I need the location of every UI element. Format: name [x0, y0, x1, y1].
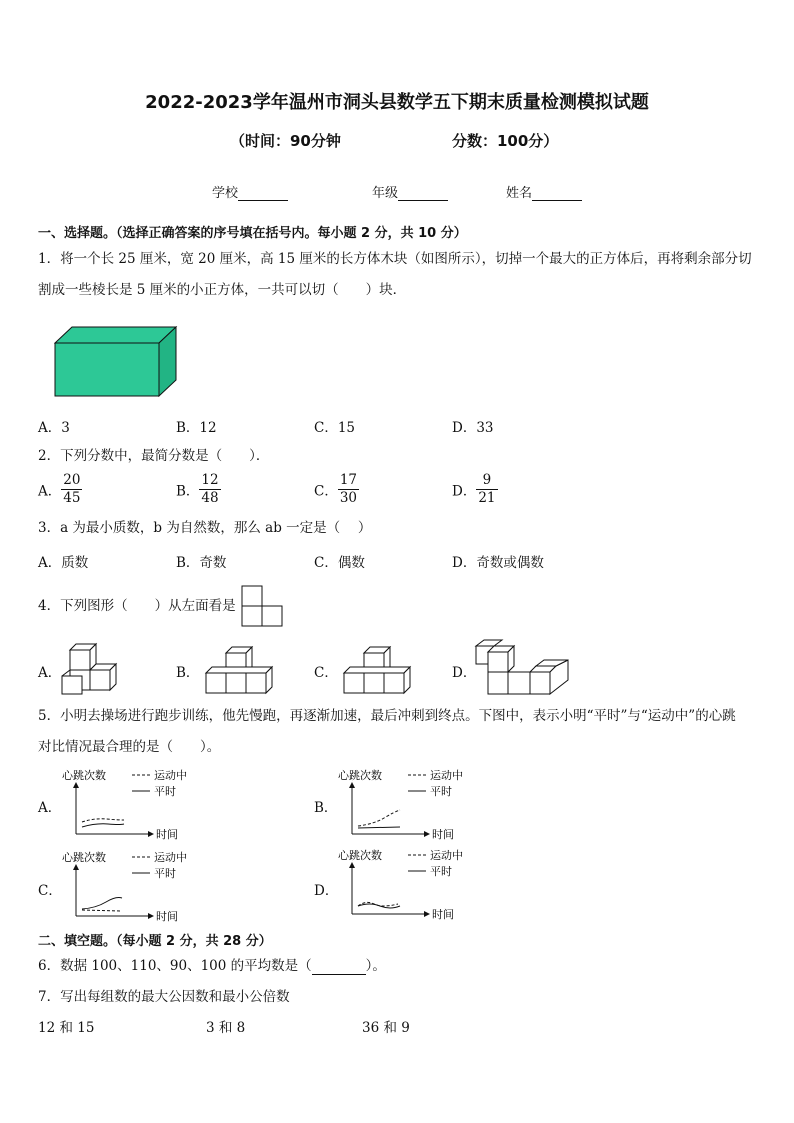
y-axis-arrow	[349, 862, 355, 868]
section1-heading: 一、选择题。（选择正确答案的序号填在括号内。每小题 2 分，共 10 分）	[38, 226, 467, 241]
view-square	[262, 606, 282, 626]
y-axis-arrow	[349, 782, 355, 788]
q2-option-d[interactable]	[452, 472, 498, 507]
line-exercise	[358, 810, 400, 826]
q3-option-c[interactable]: C．偶数	[314, 555, 365, 571]
q5-option-d[interactable]: D．	[314, 883, 339, 899]
line-exercise	[82, 910, 120, 911]
q4-left-view-figure	[241, 585, 285, 629]
legend-dashed-label: 运动中	[154, 851, 187, 864]
school-field[interactable]	[212, 182, 288, 201]
chart-ylabel: 心跳次数	[338, 769, 382, 782]
q1-line1: 1．将一个长 25 厘米，宽 20 厘米，高 15 厘米的长方体木块（如图所示），切掉一个最大的正方体后，再将剩余部分切	[38, 251, 752, 267]
q4-option-d[interactable]: D．	[452, 665, 477, 681]
q3-option-d[interactable]: D．奇数或偶数	[452, 555, 544, 571]
q7-item-2: 3 和 8	[206, 1020, 246, 1036]
q7-item-1: 12 和 15	[38, 1020, 95, 1036]
legend-dashed-label: 运动中	[154, 769, 187, 782]
name-field[interactable]	[506, 182, 582, 201]
q1-cuboid-figure	[54, 326, 178, 398]
q5-chart-b	[336, 766, 476, 842]
chart-ylabel: 心跳次数	[62, 769, 106, 782]
q4-option-a-cubes	[60, 640, 122, 696]
school-label: 学校	[212, 186, 239, 201]
legend-solid-label: 平时	[154, 867, 176, 880]
view-square	[242, 586, 262, 606]
q2-option-d-fraction	[476, 472, 497, 507]
fraction-denominator: 30	[339, 490, 358, 506]
fraction-denominator: 48	[201, 490, 219, 506]
chart-ylabel: 心跳次数	[338, 849, 382, 862]
q5-chart-d	[336, 846, 476, 922]
section2-heading: 二、填空题。（每小题 2 分，共 28 分）	[38, 934, 272, 949]
q6-answer-blank[interactable]	[312, 962, 366, 975]
q2-option-b-fraction	[199, 472, 220, 507]
q4-option-a[interactable]: A．	[38, 665, 62, 681]
name-blank[interactable]	[532, 188, 582, 201]
legend-solid-label: 平时	[430, 785, 452, 798]
chart-xlabel: 时间	[432, 908, 454, 921]
q5-chart-a	[60, 766, 200, 842]
q2-option-c[interactable]	[314, 472, 359, 507]
q2-option-b[interactable]	[176, 472, 221, 507]
cuboid-top-face	[55, 327, 176, 343]
grade-field[interactable]	[372, 182, 448, 201]
q2-option-c-label: C．	[314, 483, 338, 500]
exam-time: （时间：90分钟	[230, 132, 341, 150]
q1-line2: 割成一些棱长是 5 厘米的小正方体，一共可以切（ ）块．	[38, 282, 407, 298]
chart-ylabel: 心跳次数	[62, 851, 106, 864]
x-axis-arrow	[148, 913, 154, 919]
q4-option-b[interactable]: B．	[176, 665, 200, 681]
q3-option-a[interactable]: A．质数	[38, 555, 89, 571]
q4-option-c[interactable]: C．	[314, 665, 338, 681]
q2-option-c-fraction	[338, 472, 359, 507]
legend-solid-label: 平时	[154, 785, 176, 798]
fraction-numerator: 20	[63, 472, 81, 488]
q3-option-b[interactable]: B．奇数	[176, 555, 227, 571]
y-axis-arrow	[73, 864, 79, 870]
legend-dashed-label: 运动中	[430, 769, 463, 782]
grade-label: 年级	[372, 186, 399, 201]
legend-solid-label: 平时	[430, 865, 452, 878]
q4-option-d-cubes	[474, 638, 570, 696]
q4-option-c-cubes	[342, 646, 412, 696]
q6-stem: 6．数据 100、110、90、100 的平均数是（	[38, 958, 312, 974]
line-normal	[358, 827, 400, 828]
q7-stem: 7．写出每组数的最大公因数和最小公倍数	[38, 989, 290, 1005]
q5-option-b[interactable]: B．	[314, 800, 338, 816]
chart-xlabel: 时间	[156, 828, 178, 841]
q3-stem: 3．a 为最小质数，b 为自然数，那么 ab 一定是（ ）	[38, 520, 372, 536]
legend-dashed-label: 运动中	[430, 849, 463, 862]
q5-option-c[interactable]: C．	[38, 883, 62, 899]
q5-line2: 对比情况最合理的是（ ）。	[38, 739, 221, 755]
x-axis-arrow	[424, 831, 430, 837]
page-title: 2022-2023学年温州市洞头县数学五下期末质量检测模拟试题	[145, 92, 649, 113]
fraction-numerator: 12	[201, 472, 219, 488]
q1-option-c[interactable]: C．15	[314, 420, 356, 436]
fraction-denominator: 21	[478, 490, 496, 506]
line-normal	[82, 824, 124, 827]
q6	[38, 957, 386, 975]
x-axis-arrow	[424, 911, 430, 917]
q4-stem: 4．下列图形（ ）从左面看是	[38, 598, 236, 614]
q5-line1: 5．小明去操场进行跑步训练，他先慢跑，再逐渐加速，最后冲刺到终点。下图中，表示小明“平时”与“运动中”的心跳	[38, 708, 736, 724]
x-axis-arrow	[148, 831, 154, 837]
q1-option-d[interactable]: D．33	[452, 420, 494, 436]
q2-option-a-label: A．	[38, 483, 62, 500]
cuboid-front-face	[55, 343, 159, 396]
q2-option-a[interactable]	[38, 472, 82, 507]
q2-option-a-fraction	[61, 472, 82, 507]
y-axis-arrow	[73, 782, 79, 788]
q2-option-b-label: B．	[176, 483, 200, 500]
q4-option-b-cubes	[204, 646, 274, 696]
fraction-numerator: 9	[476, 472, 497, 490]
line-exercise	[82, 819, 124, 822]
q5-chart-c	[60, 848, 200, 924]
fraction-denominator: 45	[63, 490, 81, 506]
q2-option-d-label: D．	[452, 483, 477, 500]
q5-option-a[interactable]: A．	[38, 800, 62, 816]
fraction-numerator: 17	[339, 472, 358, 488]
q7-item-3: 36 和 9	[362, 1020, 410, 1036]
name-label: 姓名	[506, 186, 533, 201]
grade-blank[interactable]	[398, 188, 448, 201]
exam-score: 分数：100分）	[452, 132, 559, 150]
line-normal	[82, 898, 122, 910]
q6-end: ）。	[365, 958, 386, 974]
q2-stem: 2．下列分数中，最简分数是（ ）．	[38, 448, 270, 464]
q1-option-b[interactable]: B．12	[176, 420, 217, 436]
chart-xlabel: 时间	[156, 910, 178, 923]
view-square	[242, 606, 262, 626]
chart-xlabel: 时间	[432, 828, 454, 841]
school-blank[interactable]	[238, 188, 288, 201]
q1-option-a[interactable]: A．3	[38, 420, 70, 436]
